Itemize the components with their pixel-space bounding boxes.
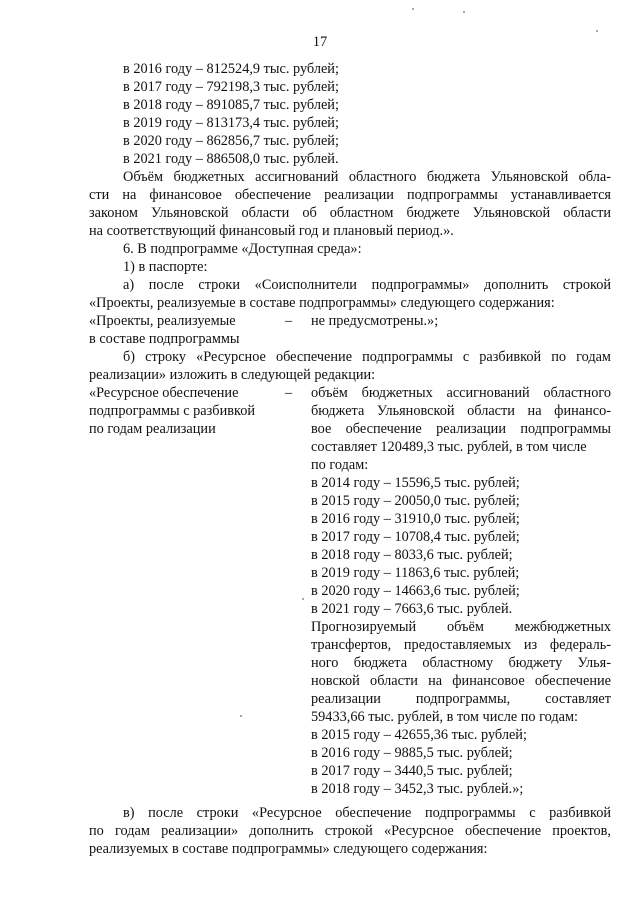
scan-speck	[240, 715, 242, 717]
scan-speck	[412, 8, 414, 10]
resource-year-line: в 2015 году – 20050,0 тыс. рублей;	[311, 493, 520, 509]
projects-dash: –	[285, 313, 293, 329]
budget-paragraph-line: на соответствующий финансовый год и плановый период.».	[89, 223, 454, 239]
intro-year-line: в 2020 году – 862856,7 тыс. рублей;	[123, 133, 339, 149]
item-v-line: по годам реализации» дополнить строкой «Ресурсное обеспечение проектов,	[89, 823, 611, 839]
budget-paragraph-line: сти на финансовое обеспечение реализации подпрограммы устанавливается	[89, 187, 611, 203]
scan-speck	[463, 11, 465, 13]
resource-year-line: в 2018 году – 8033,6 тыс. рублей;	[311, 547, 513, 563]
transfers-year-line: в 2016 году – 9885,5 тыс. рублей;	[311, 745, 513, 761]
transfers-year-line: в 2015 году – 42655,36 тыс. рублей;	[311, 727, 527, 743]
resource-text-line: вое обеспечение реализации подпрограммы	[311, 421, 611, 437]
projects-value: не предусмотрены.»;	[311, 313, 439, 329]
scan-speck	[302, 598, 304, 600]
item-1-heading: 1) в паспорте:	[123, 259, 208, 275]
resource-year-line: в 2021 году – 7663,6 тыс. рублей.	[311, 601, 513, 617]
intro-year-line: в 2016 году – 812524,9 тыс. рублей;	[123, 61, 339, 77]
transfers-text-line: реализации подпрограммы, составляет	[311, 691, 611, 707]
resource-year-line: в 2020 году – 14663,6 тыс. рублей;	[311, 583, 520, 599]
item-a-line: «Проекты, реализуемые в составе подпрограммы» следующего содержания:	[89, 295, 555, 311]
projects-label: в составе подпрограммы	[89, 331, 240, 347]
transfers-text-line: ного бюджета областному бюджету Улья-	[311, 655, 611, 671]
item-6-heading: 6. В подпрограмме «Доступная среда»:	[123, 241, 362, 257]
transfers-text-line: трансфертов, предоставляемых из федераль-	[311, 637, 611, 653]
budget-paragraph-line: законом Ульяновской области об областном бюджете Ульяновской области	[89, 205, 611, 221]
resource-text-line: бюджета Ульяновской области на финансо-	[311, 403, 611, 419]
resource-label: «Ресурсное обеспечение	[89, 385, 239, 401]
intro-year-line: в 2021 году – 886508,0 тыс. рублей.	[123, 151, 339, 167]
intro-year-line: в 2017 году – 792198,3 тыс. рублей;	[123, 79, 339, 95]
resource-year-line: в 2014 году – 15596,5 тыс. рублей;	[311, 475, 520, 491]
intro-year-line: в 2019 году – 813173,4 тыс. рублей;	[123, 115, 339, 131]
budget-paragraph-line: Объём бюджетных ассигнований областного бюджета Ульяновской обла-	[123, 169, 611, 185]
item-a-line: а) после строки «Соисполнители подпрограммы» дополнить строкой	[123, 277, 611, 293]
resource-label: подпрограммы с разбивкой	[89, 403, 255, 419]
projects-label: «Проекты, реализуемые	[89, 313, 236, 329]
item-v-line: реализуемых в составе подпрограммы» следующего содержания:	[89, 841, 488, 857]
resource-year-line: в 2019 году – 11863,6 тыс. рублей;	[311, 565, 520, 581]
item-v-line: в) после строки «Ресурсное обеспечение подпрограммы с разбивкой	[123, 805, 611, 821]
intro-year-line: в 2018 году – 891085,7 тыс. рублей;	[123, 97, 339, 113]
transfers-text-line: новской области на финансовое обеспечение	[311, 673, 611, 689]
resource-dash: –	[285, 385, 293, 401]
item-b-line: реализации» изложить в следующей редакции:	[89, 367, 376, 383]
item-b-line: б) строку «Ресурсное обеспечение подпрограммы с разбивкой по годам	[123, 349, 611, 365]
scan-speck	[596, 30, 598, 32]
transfers-text-line: Прогнозируемый объём межбюджетных	[311, 619, 611, 635]
resource-text-line: объём бюджетных ассигнований областного	[311, 385, 611, 401]
transfers-text-line: 59433,66 тыс. рублей, в том числе по годам:	[311, 709, 579, 725]
resource-year-line: в 2016 году – 31910,0 тыс. рублей;	[311, 511, 520, 527]
transfers-year-line: в 2018 году – 3452,3 тыс. рублей.»;	[311, 781, 524, 797]
transfers-year-line: в 2017 году – 3440,5 тыс. рублей;	[311, 763, 513, 779]
resource-label: по годам реализации	[89, 421, 216, 437]
page-number: 17	[312, 34, 328, 50]
resource-text-line: по годам:	[311, 457, 369, 473]
resource-year-line: в 2017 году – 10708,4 тыс. рублей;	[311, 529, 520, 545]
resource-text-line: составляет 120489,3 тыс. рублей, в том числе	[311, 439, 587, 455]
